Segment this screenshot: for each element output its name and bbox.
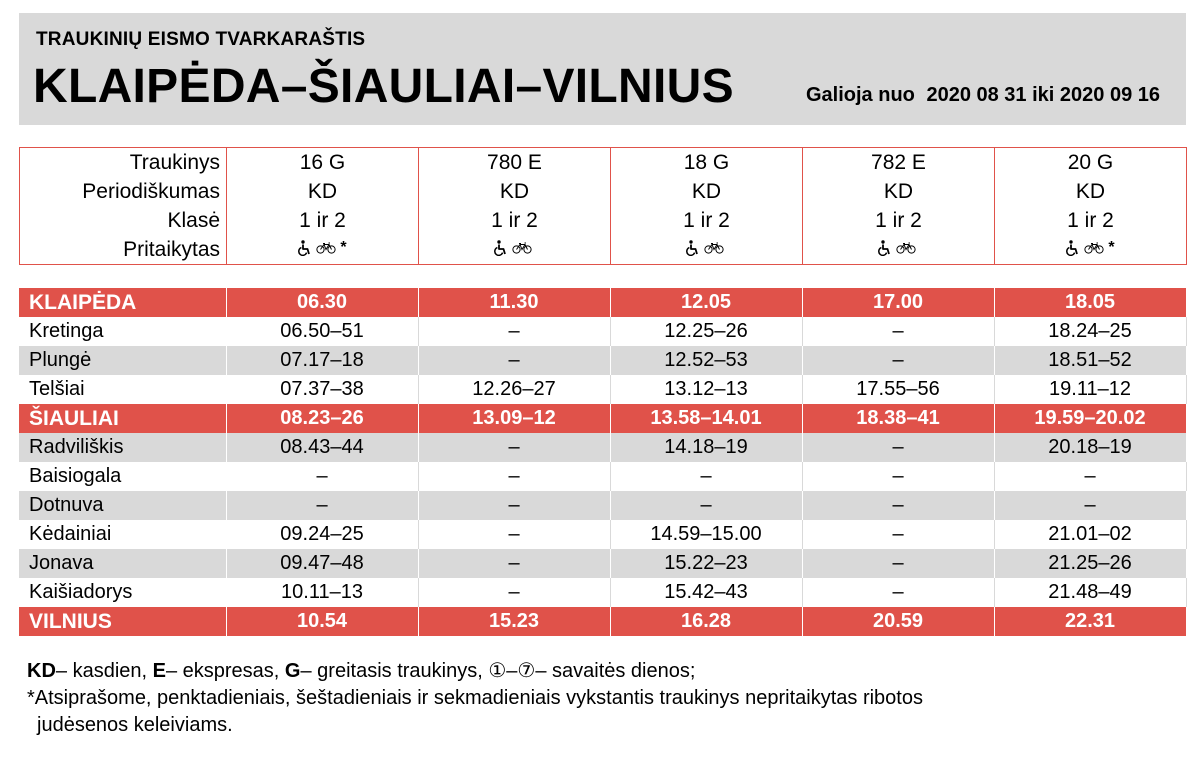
legend-e-text: – ekspresas,	[165, 660, 285, 682]
station-name: Plungė	[19, 346, 226, 375]
train-periodicity: KD	[419, 177, 611, 206]
label-train: Traukinys	[20, 148, 227, 178]
train-info-table	[19, 147, 1187, 265]
legend-e: E	[152, 660, 166, 682]
time-cell: 09.47–48	[226, 549, 418, 578]
train-number-row	[20, 148, 1187, 178]
wheelchair-icon	[298, 240, 312, 256]
station-row	[19, 346, 1186, 375]
time-cell: 10.54	[226, 607, 418, 636]
time-cell: 15.22–23	[610, 549, 802, 578]
station-row	[19, 549, 1186, 578]
station-row	[19, 375, 1186, 404]
time-cell: 13.58–14.01	[610, 404, 802, 433]
major-station-row	[19, 404, 1186, 433]
time-cell: 21.48–49	[994, 578, 1186, 607]
legend-g: G	[284, 660, 301, 682]
time-cell: 13.09–12	[418, 404, 610, 433]
legend-kd-text: – kasdien,	[55, 660, 153, 682]
legend-days-text: – savaitės dienos;	[535, 660, 696, 682]
train-amenities	[803, 235, 995, 265]
major-station-row	[19, 288, 1186, 317]
time-cell: 07.17–18	[226, 346, 418, 375]
time-cell: 09.24–25	[226, 520, 418, 549]
bicycle-icon	[704, 242, 724, 254]
legend-note: *Atsiprašome, penktadieniais, šeštadieniais ir sekmadieniais vykstantis traukinys nepritaikytas ribotos	[27, 687, 923, 709]
station-row	[19, 317, 1186, 346]
station-row	[19, 491, 1186, 520]
class-row	[20, 206, 1187, 235]
train-periodicity: KD	[227, 177, 419, 206]
bicycle-icon	[316, 242, 336, 254]
time-cell: 16.28	[610, 607, 802, 636]
time-cell: 22.31	[994, 607, 1186, 636]
train-amenities	[227, 235, 419, 265]
time-cell: 12.52–53	[610, 346, 802, 375]
train-class: 1 ir 2	[419, 206, 611, 235]
time-cell: 07.37–38	[226, 375, 418, 404]
time-cell: –	[802, 317, 994, 346]
train-class: 1 ir 2	[803, 206, 995, 235]
time-cell: –	[418, 549, 610, 578]
time-cell: –	[802, 549, 994, 578]
time-cell: 19.59–20.02	[994, 404, 1186, 433]
time-cell: –	[418, 578, 610, 607]
validity-period	[800, 84, 1160, 107]
time-cell: –	[226, 491, 418, 520]
time-cell: –	[802, 433, 994, 462]
time-cell: 08.23–26	[226, 404, 418, 433]
bicycle-icon	[1084, 242, 1104, 254]
train-class: 1 ir 2	[227, 206, 419, 235]
station-name: ŠIAULIAI	[19, 404, 226, 433]
station-name: Kretinga	[19, 317, 226, 346]
wheelchair-icon	[494, 240, 508, 256]
train-amenities	[419, 235, 611, 265]
note-marker: *	[1108, 238, 1115, 256]
station-name: Dotnuva	[19, 491, 226, 520]
train-number: 20 G	[995, 148, 1187, 178]
train-number: 16 G	[227, 148, 419, 178]
station-name: Jonava	[19, 549, 226, 578]
train-amenities	[611, 235, 803, 265]
station-name: Kėdainiai	[19, 520, 226, 549]
validity-range: 2020 08 31 iki 2020 09 16	[926, 84, 1160, 106]
bicycle-icon	[512, 242, 532, 254]
time-cell: 21.01–02	[994, 520, 1186, 549]
time-cell: 17.55–56	[802, 375, 994, 404]
time-cell: 21.25–26	[994, 549, 1186, 578]
time-cell: 18.38–41	[802, 404, 994, 433]
time-cell: 06.30	[226, 288, 418, 317]
amenities-icons	[1066, 240, 1114, 256]
periodicity-row	[20, 177, 1187, 206]
legend-note-continued: judėsenos keleiviams.	[37, 714, 233, 736]
time-cell: –	[418, 433, 610, 462]
time-cell: –	[226, 462, 418, 491]
header-banner	[19, 13, 1186, 125]
legend-abbreviations	[27, 658, 923, 685]
time-cell: 17.00	[802, 288, 994, 317]
train-number: 782 E	[803, 148, 995, 178]
validity-label: Galioja nuo	[805, 84, 915, 106]
legend-kd: KD	[27, 660, 56, 682]
amenities-icons	[878, 240, 920, 256]
time-cell: 18.05	[994, 288, 1186, 317]
schedule-table	[19, 288, 1187, 636]
station-row	[19, 433, 1186, 462]
time-cell: –	[802, 462, 994, 491]
amenities-row	[20, 235, 1187, 265]
time-cell: 08.43–44	[226, 433, 418, 462]
time-cell: –	[418, 317, 610, 346]
time-cell: –	[418, 346, 610, 375]
time-cell: 12.25–26	[610, 317, 802, 346]
time-cell: –	[802, 346, 994, 375]
amenities-icons	[494, 240, 536, 256]
station-row	[19, 462, 1186, 491]
time-cell: 12.26–27	[418, 375, 610, 404]
train-number: 18 G	[611, 148, 803, 178]
legend	[27, 658, 923, 739]
time-cell: 18.24–25	[994, 317, 1186, 346]
amenities-icons	[298, 240, 346, 256]
train-class: 1 ir 2	[995, 206, 1187, 235]
page-subtitle: TRAUKINIŲ EISMO TVARKARAŠTIS	[36, 29, 366, 50]
legend-g-text: – greitasis traukinys,	[300, 660, 489, 682]
time-cell: 20.59	[802, 607, 994, 636]
wheelchair-icon	[686, 240, 700, 256]
station-name: VILNIUS	[19, 607, 226, 636]
train-periodicity: KD	[611, 177, 803, 206]
time-cell: 13.12–13	[610, 375, 802, 404]
label-amenities: Pritaikytas	[20, 235, 227, 265]
time-cell: –	[994, 462, 1186, 491]
time-cell: –	[802, 491, 994, 520]
time-cell: 18.51–52	[994, 346, 1186, 375]
time-cell: –	[418, 491, 610, 520]
major-station-row	[19, 607, 1186, 636]
train-class: 1 ir 2	[611, 206, 803, 235]
wheelchair-icon	[1066, 240, 1080, 256]
time-cell: –	[418, 520, 610, 549]
train-amenities	[995, 235, 1187, 265]
time-cell: –	[802, 578, 994, 607]
station-name: Kaišiadorys	[19, 578, 226, 607]
time-cell: 14.18–19	[610, 433, 802, 462]
time-cell: –	[610, 462, 802, 491]
time-cell: 06.50–51	[226, 317, 418, 346]
page-title: KLAIPĖDA–ŠIAULIAI–VILNIUS	[33, 60, 734, 113]
train-periodicity: KD	[803, 177, 995, 206]
time-cell: 20.18–19	[994, 433, 1186, 462]
time-cell: –	[610, 491, 802, 520]
train-number: 780 E	[419, 148, 611, 178]
station-name: Baisiogala	[19, 462, 226, 491]
time-cell: 12.05	[610, 288, 802, 317]
wheelchair-icon	[878, 240, 892, 256]
time-cell: 15.42–43	[610, 578, 802, 607]
note-marker: *	[340, 238, 347, 256]
station-row	[19, 578, 1186, 607]
time-cell: –	[994, 491, 1186, 520]
time-cell: 19.11–12	[994, 375, 1186, 404]
time-cell: –	[418, 462, 610, 491]
train-periodicity: KD	[995, 177, 1187, 206]
legend-days: ①–⑦	[488, 660, 536, 682]
time-cell: 10.11–13	[226, 578, 418, 607]
time-cell: 14.59–15.00	[610, 520, 802, 549]
label-periodicity: Periodiškumas	[20, 177, 227, 206]
station-row	[19, 520, 1186, 549]
bicycle-icon	[896, 242, 916, 254]
station-name: Telšiai	[19, 375, 226, 404]
time-cell: –	[802, 520, 994, 549]
label-class: Klasė	[20, 206, 227, 235]
amenities-icons	[686, 240, 728, 256]
station-name: KLAIPĖDA	[19, 288, 226, 317]
station-name: Radviliškis	[19, 433, 226, 462]
time-cell: 11.30	[418, 288, 610, 317]
time-cell: 15.23	[418, 607, 610, 636]
